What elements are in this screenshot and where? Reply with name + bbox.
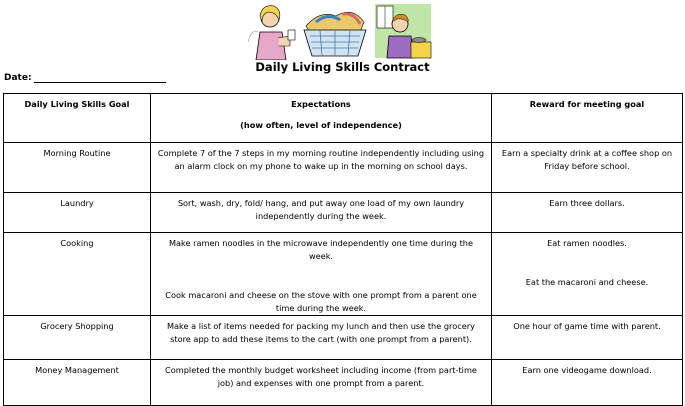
expectation-line: Make ramen noodles in the microwave independently one time during the week. [168, 238, 474, 261]
laundry-basket-icon [300, 2, 370, 60]
contract-table [3, 93, 683, 406]
reward-cell: Earn one videogame download. [492, 360, 683, 406]
reward-cell: Earn a specialty drink at a coffee shop on Friday before school. [492, 143, 683, 193]
table-row [4, 233, 683, 316]
page-title: Daily Living Skills Contract [255, 60, 430, 74]
reward-cell [492, 233, 683, 316]
table-row [4, 316, 683, 360]
expectation-cell: Completed the monthly budget worksheet including income (from part-time job) and expenses with one prompt from a parent. [151, 360, 492, 406]
header-reward: Reward for meeting goal [492, 94, 683, 143]
man-cooking-icon [373, 2, 433, 60]
table-row [4, 143, 683, 193]
goal-cell: Morning Routine [4, 143, 151, 193]
date-field[interactable] [4, 73, 166, 83]
table-header-row [4, 94, 683, 143]
expectation-cell: Complete 7 of the 7 steps in my morning routine independently including using an alarm clock on my phone to wake up in the morning on school days. [151, 143, 492, 193]
expectation-cell: Make a list of items needed for packing my lunch and then use the grocery store app to add these items to the cart (with one prompt from a parent). [151, 316, 492, 360]
header-expectations-label: Expectations [291, 99, 351, 109]
expectation-line: Cook macaroni and cheese on the stove with one prompt from a parent one time during the week. [165, 290, 477, 313]
goal-cell: Laundry [4, 193, 151, 233]
table-row [4, 193, 683, 233]
reward-cell: One hour of game time with parent. [492, 316, 683, 360]
goal-cell: Cooking [4, 233, 151, 316]
reward-line: Eat ramen noodles. [547, 238, 627, 248]
header-expectations [151, 94, 492, 143]
goal-cell: Grocery Shopping [4, 316, 151, 360]
date-blank-line[interactable] [34, 73, 166, 83]
reward-cell: Earn three dollars. [492, 193, 683, 233]
expectation-cell [151, 233, 492, 316]
table-row [4, 360, 683, 406]
expectation-cell: Sort, wash, dry, fold/ hang, and put away one load of my own laundry independently during the week. [151, 193, 492, 233]
woman-with-cup-icon [246, 2, 298, 60]
reward-line: Eat the macaroni and cheese. [525, 277, 649, 287]
date-label: Date: [4, 73, 32, 83]
goal-cell: Money Management [4, 360, 151, 406]
header-goal: Daily Living Skills Goal [4, 94, 151, 143]
header-expectations-sub: (how often, level of independence) [240, 120, 402, 130]
